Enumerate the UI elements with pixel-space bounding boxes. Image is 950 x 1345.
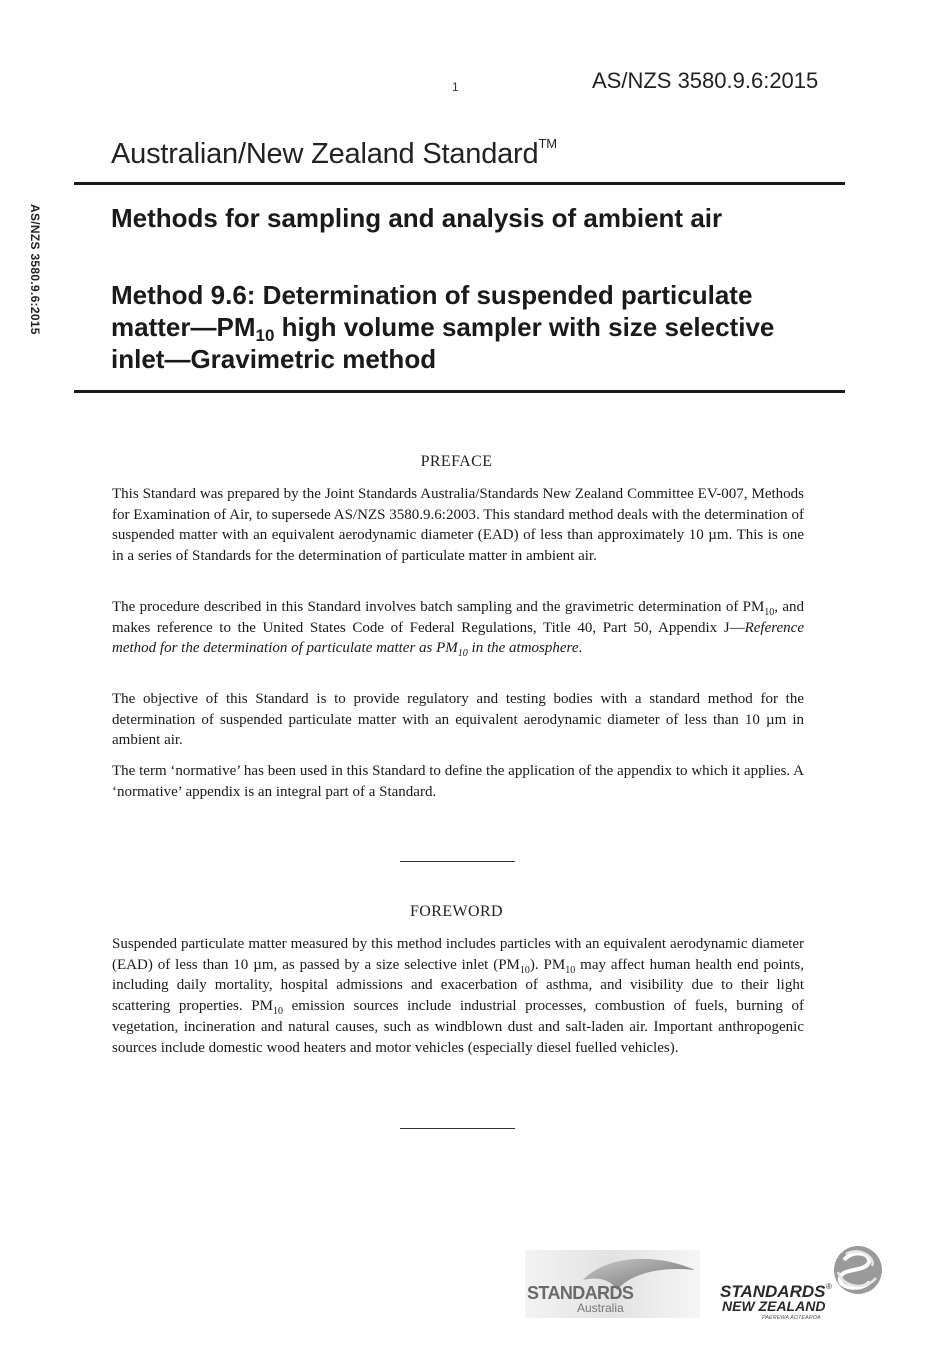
method-title	[111, 279, 811, 375]
fw-text-c: may affect human health end points, including daily mortality, hospital admissions and exacerbation of asthma, and visibility due to their light scattering properties. PM	[112, 956, 804, 1015]
standards-new-zealand-logo	[718, 1242, 886, 1322]
title-rule-bottom	[74, 390, 845, 393]
sa-logo-text-1: STANDARDS	[527, 1283, 634, 1303]
foreword-paragraph	[112, 934, 804, 1058]
page-number: 1	[452, 80, 459, 94]
method-title-part1: Method 9.6: Determination of suspended particulate matter—PM	[111, 280, 753, 342]
preface-paragraph-3: The objective of this Standard is to provide regulatory and testing bodies with a standard method for the determination of suspended particulate matter with an equivalent aerodynamic diameter of less than 10 µm in ambient air.	[112, 691, 804, 749]
preface-paragraph-4: The term ‘normative’ has been used in this Standard to define the application of the appendix to which it applies. A ‘normative’ appendix is an integral part of a Standard.	[112, 763, 804, 800]
p2-text-a: The procedure described in this Standard involves batch sampling and the gravimetric determination of PM	[112, 599, 765, 615]
p2-sub: 10	[764, 607, 775, 618]
standard-title-text: Australian/New Zealand Standard	[111, 138, 539, 170]
fw-text-a: Suspended particulate matter measured by this method includes particles with an equivalent aerodynamic diameter (EAD) of less than 10 µm, as passed by a size selective inlet (PM	[112, 936, 804, 973]
section-divider-1	[400, 861, 515, 862]
snz-logo-text-2: NEW ZEALAND	[722, 1298, 826, 1314]
side-document-label: AS/NZS 3580.9.6:2015	[28, 204, 42, 335]
method-title-part2: high volume sampler with size selective inlet—Gravimetric method	[111, 312, 775, 374]
sa-logo-text-2: Australia	[577, 1301, 624, 1315]
fw-sub-2: 10	[565, 964, 576, 976]
standards-australia-logo	[525, 1250, 700, 1318]
standard-title	[111, 138, 557, 171]
snz-registered-mark: ®	[826, 1282, 832, 1291]
p2-italic-b: in the atmosphere	[467, 640, 579, 657]
fw-sub-1: 10	[519, 964, 530, 976]
preface-paragraph-1: This Standard was prepared by the Joint Standards Australia/Standards New Zealand Committee EV-007, Methods for Examination of Air, to supersede AS/NZS 3580.9.6:2003. This standard method deals with the determination of suspended matter with an equivalent aerodynamic diameter (EAD) of less than approximately 10 µm. This is one in a series of Standards for the determination of particulate matter in ambient air.	[112, 486, 804, 565]
title-rule-top	[74, 182, 845, 185]
foreword-heading: FOREWORD	[410, 903, 503, 920]
method-title-subscript: 10	[255, 326, 275, 345]
preface-paragraph-2	[112, 597, 804, 659]
section-divider-2	[400, 1128, 515, 1129]
p2-italic-sub: 10	[457, 648, 468, 660]
trademark-mark: TM	[538, 136, 557, 151]
preface-heading: PREFACE	[420, 453, 493, 470]
main-title: Methods for sampling and analysis of ambient air	[111, 203, 723, 233]
p2-italic-a: Reference method for the determination of particulate matter as PM	[112, 619, 804, 657]
document-code: AS/NZS 3580.9.6:2015	[592, 68, 819, 93]
fw-sub-3: 10	[272, 1006, 283, 1018]
p2-end: .	[578, 640, 583, 657]
snz-s-emblem-icon	[834, 1246, 882, 1294]
fw-text-d: emission sources include industrial processes, combustion of fuels, burning of vegetation, incineration and natural causes, such as windblown dust and salt-laden air. Important anthropogenic sources include domestic wood heaters and motor vehicles (especially diesel fuelled vehicles).	[112, 998, 805, 1056]
snz-logo-text-3: PAEREWA AOTEAROA	[762, 1315, 821, 1321]
snz-logo-text-1: STANDARDS	[720, 1282, 826, 1301]
p2-text-b: , and makes reference to the United States Code of Federal Regulations, Title 40, Part 50, Appendix J—	[112, 599, 804, 636]
fw-text-b: ). PM	[529, 956, 566, 973]
